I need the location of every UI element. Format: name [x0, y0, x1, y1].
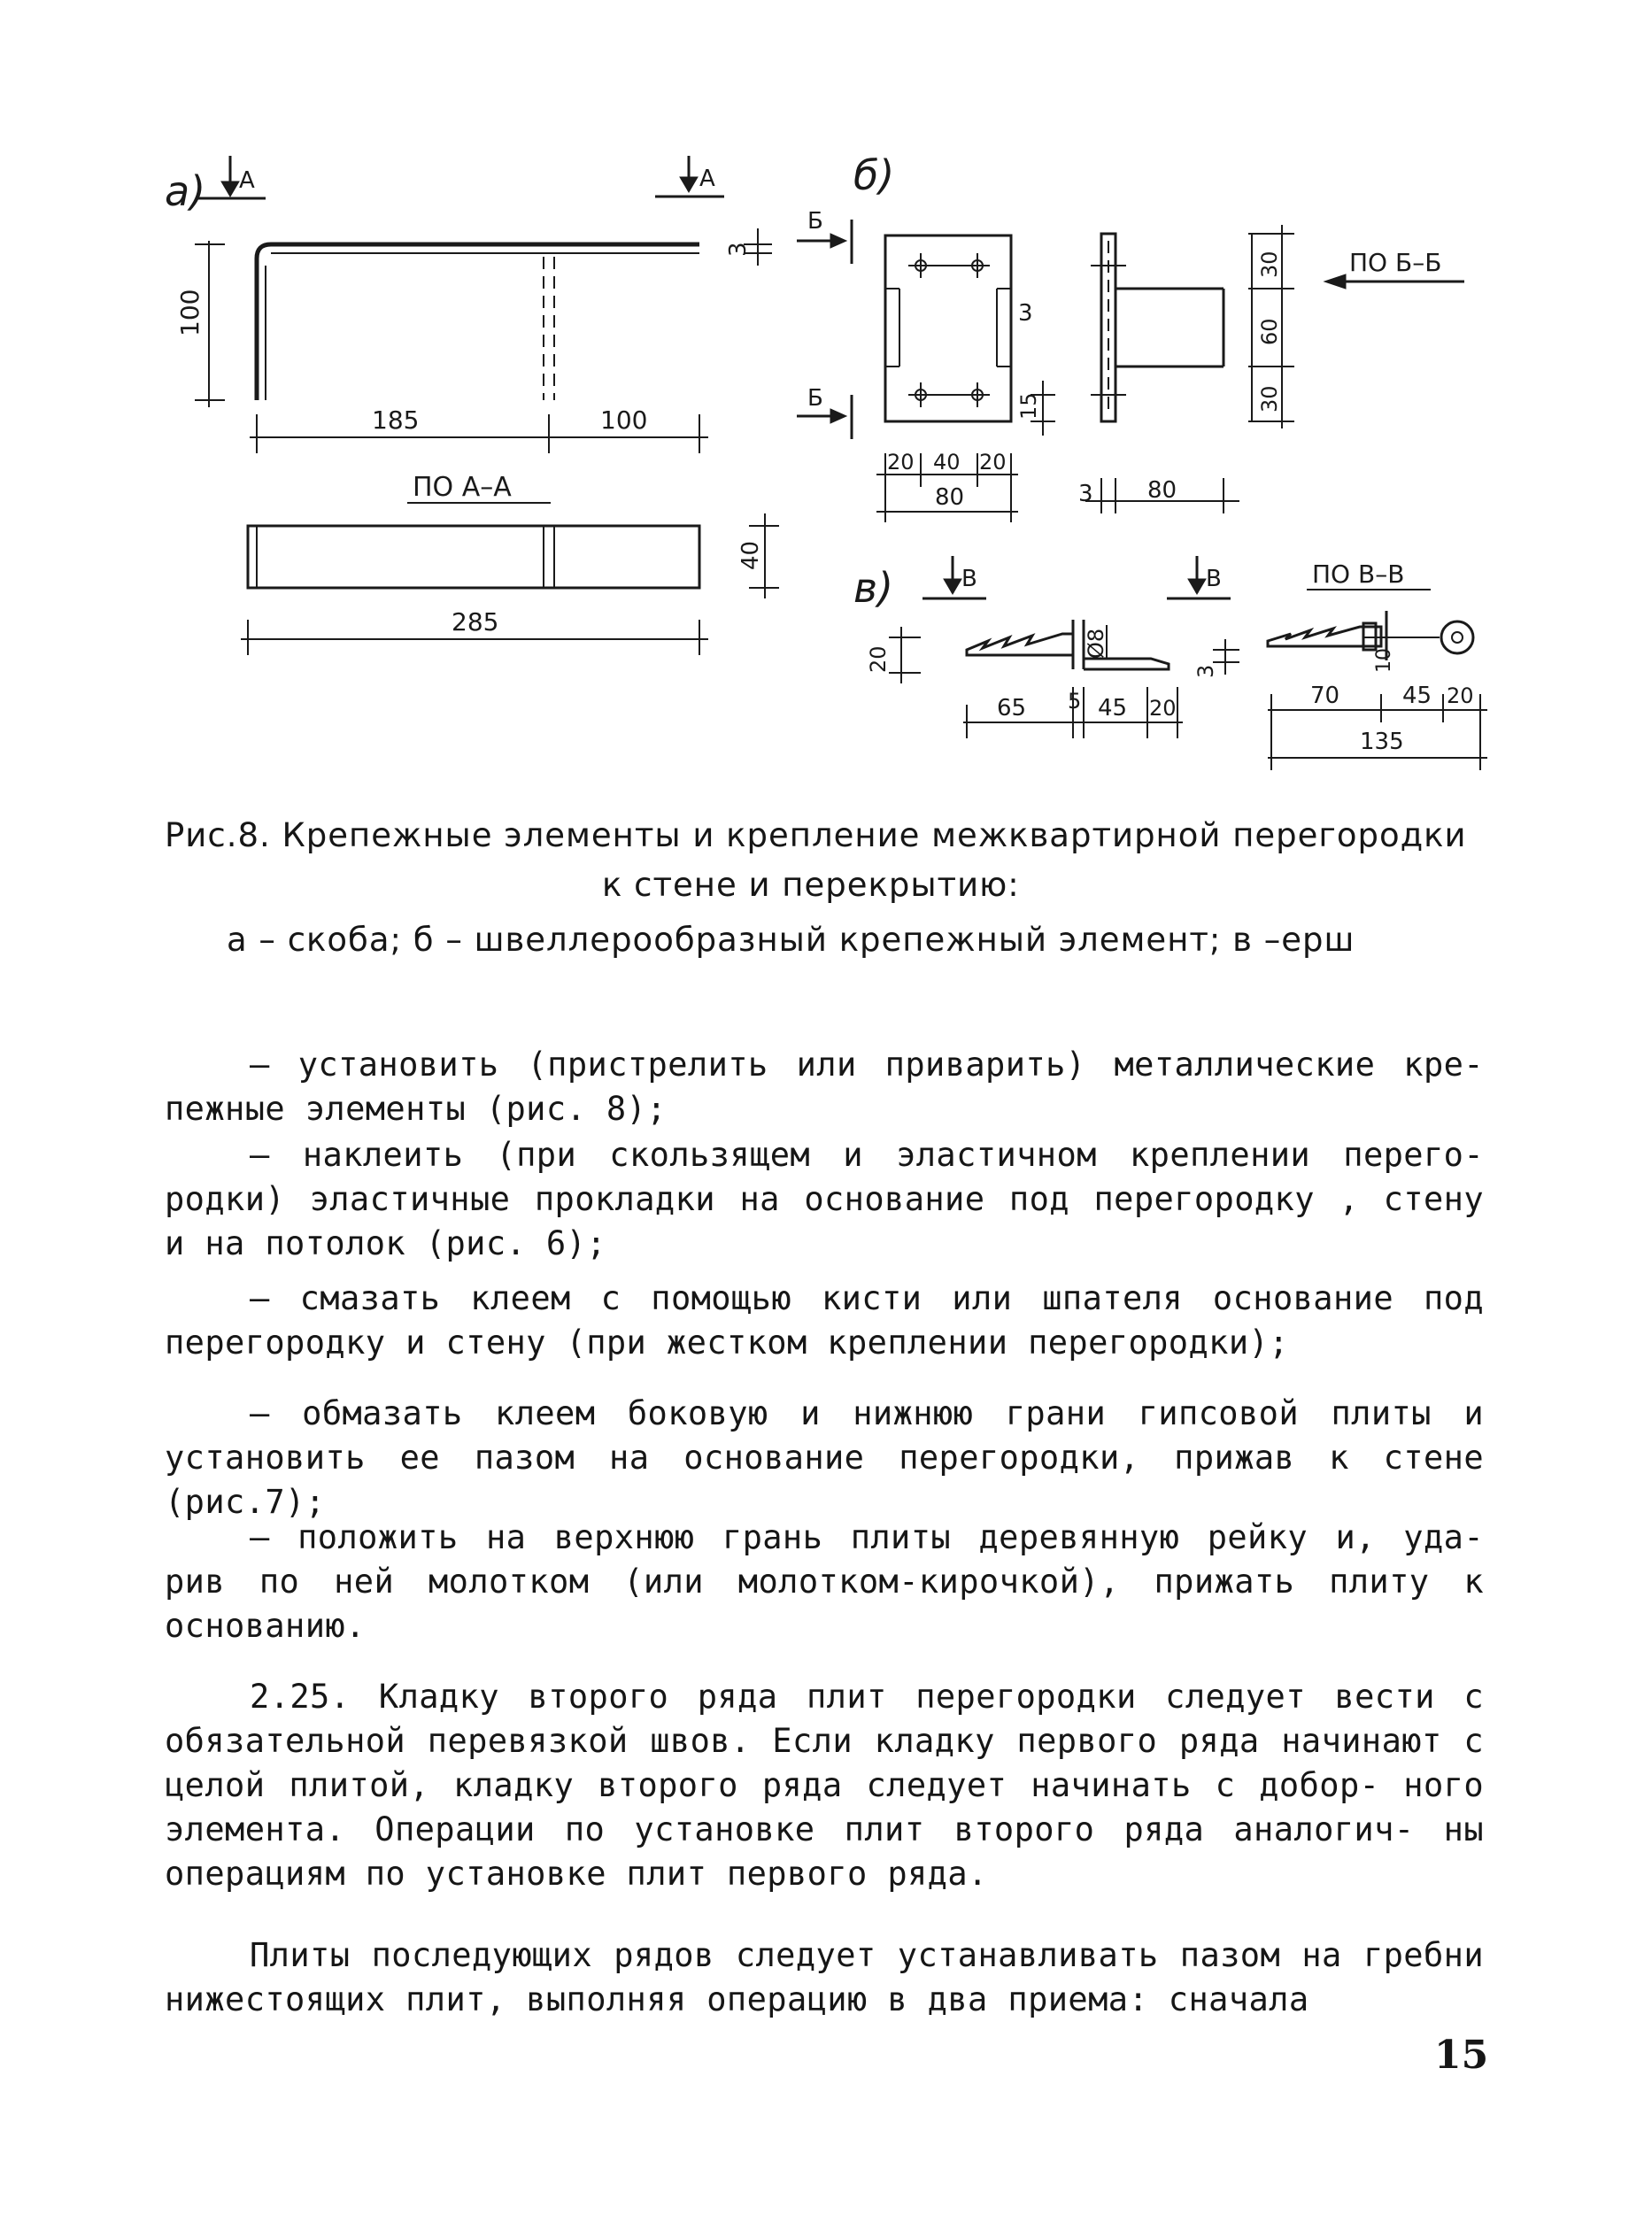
- list-item: – смазать клеем с помощью кисти или шпателя основание под перегородку и стену (при жестком креплении перегородки);: [165, 1279, 1484, 1362]
- paragraph-next-rows: Плиты последующих рядов следует устанавливать пазом на гребни нижестоящих плит, выполняя операцию в два приема: сначала: [165, 1936, 1484, 2018]
- section-a-title: ПО А–А: [413, 472, 512, 503]
- section-b-arrow-top: [797, 208, 852, 264]
- svg-text:В: В: [1206, 566, 1222, 592]
- figure-8-drawing: [0, 0, 1652, 797]
- section-a-arrow-left: [197, 156, 266, 198]
- svg-text:40: 40: [933, 450, 961, 475]
- page-number: 15: [1434, 2033, 1489, 2078]
- instruction-list: [165, 1133, 1484, 1266]
- svg-text:80: 80: [935, 484, 965, 511]
- section-b-arrow-bottom: [797, 385, 852, 439]
- svg-text:45: 45: [1402, 683, 1432, 709]
- instruction-list: [165, 1392, 1484, 1524]
- svg-text:20: 20: [1447, 683, 1474, 708]
- section-paragraph: [165, 1675, 1484, 1896]
- panel-b-label: б): [853, 151, 895, 199]
- svg-text:15: 15: [1016, 392, 1041, 420]
- svg-text:10: 10: [1373, 648, 1395, 673]
- section-paragraph: [165, 1933, 1484, 2022]
- svg-text:3: 3: [725, 242, 752, 257]
- svg-text:70: 70: [1310, 683, 1340, 709]
- svg-text:В: В: [961, 566, 977, 592]
- svg-text:А: А: [699, 166, 715, 192]
- figure-legend: а – скоба; б – швеллерообразный крепежный элемент; в –ерш: [227, 921, 1355, 959]
- section-c-arrow-left: [922, 556, 986, 598]
- svg-text:Б: Б: [807, 385, 823, 412]
- section-b-title: ПО Б–Б: [1349, 248, 1442, 277]
- svg-text:30: 30: [1257, 385, 1282, 413]
- svg-text:135: 135: [1360, 729, 1404, 755]
- figure-caption: Рис.8. Крепежные элементы и крепление межквартирной перегородки: [165, 816, 1467, 854]
- svg-text:80: 80: [1147, 477, 1177, 504]
- svg-text:185: 185: [372, 405, 420, 435]
- instruction-list: [165, 1516, 1484, 1648]
- svg-text:100: 100: [175, 289, 205, 336]
- section-c-title: ПО В–В: [1312, 560, 1405, 589]
- svg-text:60: 60: [1257, 318, 1282, 345]
- svg-text:5: 5: [1068, 689, 1082, 714]
- paragraph-2-25: 2.25. Кладку второго ряда плит перегородки следует вести с обязательной перевязкой швов. Если кладку первого ряда начинают с целой плитой, кладку второго ряда следует начинать с добор- ного элемента. Операции по установке плит второго ряда аналогич- ны операциям по установке плит первого ряда.: [165, 1678, 1484, 1893]
- svg-text:20: 20: [866, 645, 891, 673]
- panel-c-ruff-dowel: [853, 556, 1487, 770]
- svg-text:100: 100: [600, 405, 648, 435]
- list-item: – установить (пристрелить или приварить) металлические кре- пежные элементы (рис. 8);: [165, 1046, 1484, 1128]
- svg-text:285: 285: [452, 607, 499, 637]
- svg-text:45: 45: [1098, 695, 1128, 722]
- svg-text:20: 20: [1149, 696, 1177, 721]
- svg-text:Б: Б: [807, 208, 823, 235]
- instruction-list: [165, 1043, 1484, 1131]
- list-item: – положить на верхнюю грань плиты деревянную рейку и, уда- рив по ней молотком (или молотком-кирочкой), прижать плиту к основанию.: [165, 1518, 1484, 1645]
- section-c-arrow-right: [1167, 556, 1231, 598]
- svg-text:3: 3: [1078, 481, 1093, 507]
- section-a-arrow-right: [655, 156, 724, 197]
- svg-text:3: 3: [1018, 300, 1033, 327]
- svg-text:А: А: [239, 167, 255, 194]
- list-item: – наклеить (при скользящем и эластичном креплении перего- родки) эластичные прокладки на основание под перегородку , стену и на потолок (рис. 6);: [165, 1136, 1484, 1262]
- figure-caption-continued: к стене и перекрытию:: [602, 866, 1020, 904]
- svg-text:20: 20: [979, 450, 1007, 475]
- svg-text:3: 3: [1193, 664, 1218, 678]
- panel-b-channel-element: [797, 151, 1464, 522]
- panel-c-label: в): [853, 564, 894, 612]
- mounting-holes: [908, 253, 990, 407]
- list-item: – обмазать клеем боковую и нижнюю грани гипсовой плиты и установить ее пазом на основание перегородки, прижав к стене (рис.7);: [165, 1394, 1484, 1521]
- panel-a-staple: [165, 156, 779, 655]
- panel-a-label: а): [165, 167, 206, 215]
- instruction-list: [165, 1277, 1484, 1365]
- svg-text:Ø8: Ø8: [1084, 628, 1108, 659]
- svg-text:65: 65: [997, 695, 1027, 722]
- svg-text:30: 30: [1257, 251, 1282, 278]
- svg-text:20: 20: [887, 450, 915, 475]
- svg-text:40: 40: [737, 540, 764, 570]
